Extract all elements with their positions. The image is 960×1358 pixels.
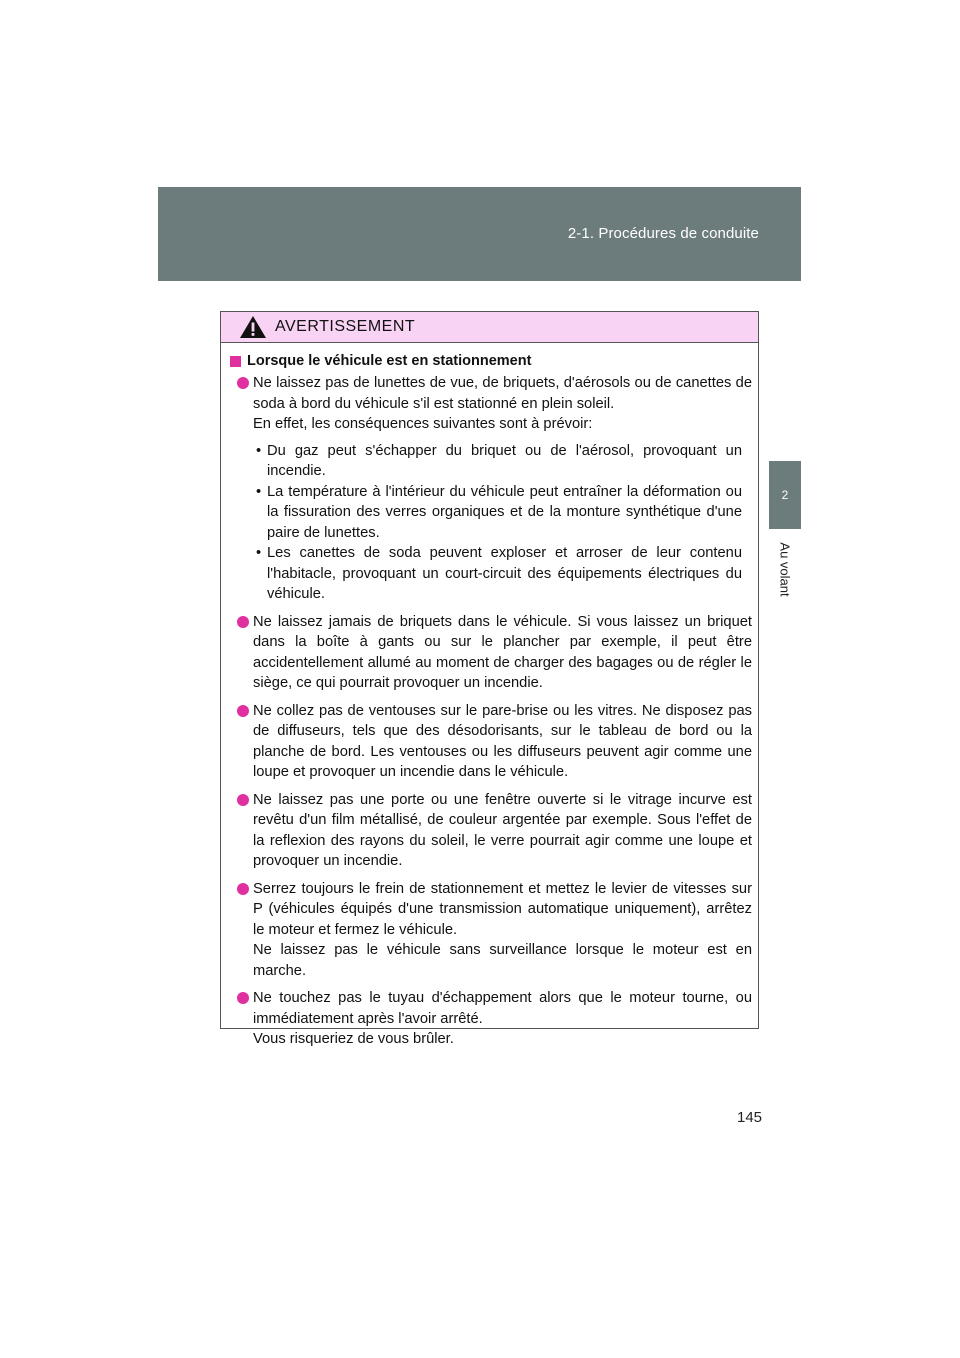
warning-item	[230, 612, 752, 694]
bullet-dot-icon	[237, 794, 249, 806]
chapter-tab	[769, 461, 801, 529]
section-heading	[230, 353, 752, 369]
section-title: Lorsque le véhicule est en stationnement	[247, 353, 532, 369]
bullet-dot-icon	[237, 705, 249, 717]
sub-bullet-icon: •	[256, 442, 262, 459]
warning-title: AVERTISSEMENT	[275, 318, 416, 335]
warning-item	[230, 701, 752, 783]
warning-box	[220, 311, 759, 1047]
warning-item	[230, 988, 752, 1050]
section-square-icon	[230, 356, 241, 367]
bullet-dot-icon	[237, 377, 249, 389]
warning-body	[221, 343, 758, 1050]
bullet-dot-icon	[237, 883, 249, 895]
warning-items	[230, 373, 752, 1050]
page-number: 145	[737, 1109, 763, 1126]
item-paragraph: Ne laissez pas une porte ou une fenêtre ouverte si le vitrage incurve est revêtu d'un film métallisé, de couleur argentée par exemple. Sous l'effet de la reflexion des rayons du soleil, le verre pourrait agir comme une loupe et provoquer un incendie.	[253, 791, 752, 869]
sub-bullet-icon: •	[256, 483, 262, 500]
item-paragraph: En effet, les conséquences suivantes sont à prévoir:	[253, 416, 593, 432]
warning-item	[230, 790, 752, 872]
item-paragraph: Ne touchez pas le tuyau d'échappement alors que le moteur tourne, ou immédiatement après l'avoir arrêté.	[253, 990, 752, 1027]
warning-header	[221, 312, 758, 343]
chapter-tab-number: 2	[781, 488, 789, 502]
sub-bullet-icon: •	[256, 545, 262, 561]
sub-list	[253, 441, 752, 605]
item-paragraph: Vous risqueriez de vous brûler.	[253, 1031, 454, 1047]
warning-item	[230, 373, 752, 605]
chapter-title: 2-1. Procédures de conduite	[567, 225, 759, 242]
item-paragraph: Ne laissez jamais de briquets dans le véhicule. Si vous laissez un briquet dans la boîte à gants ou sur le plancher par exemple, il peut être accidentellement allumé au moment de charger des bagages ou de régler le siège, ce qui pourrait provoquer un incendie.	[253, 613, 752, 691]
sub-item-text: La température à l'intérieur du véhicule peut entraîner la déformation ou la fissuration des verres organiques et de la monture synthétique d'une paire de lunettes.	[267, 483, 742, 541]
sub-item	[254, 482, 742, 544]
warning-item	[230, 879, 752, 982]
warning-triangle-icon	[239, 315, 267, 339]
sub-item	[254, 543, 742, 605]
bullet-dot-icon	[237, 616, 249, 628]
item-paragraph: Ne laissez pas de lunettes de vue, de briquets, d'aérosols ou de canettes de soda à bord du véhicule s'il est stationné en plein soleil.	[253, 375, 752, 412]
chapter-header-band	[158, 187, 801, 281]
item-paragraph: Ne collez pas de ventouses sur le pare-brise ou les vitres. Ne disposez pas de diffuseurs, tels que des désodorisants, sur le tableau de bord ou la planche de bord. Les ventouses ou les diffuseurs peuvent agir comme une loupe et provoquer un incendie dans le véhicule.	[253, 702, 752, 780]
item-paragraph: Serrez toujours le frein de stationnement et mettez le levier de vitesses sur P (véhicules équipés d'une transmission automatique uniquement), arrêtez le moteur et fermez le véhicule.	[253, 880, 752, 938]
item-paragraph: Ne laissez pas le véhicule sans surveillance lorsque le moteur est en marche.	[253, 942, 752, 979]
chapter-side-label	[772, 534, 798, 604]
bullet-dot-icon	[237, 992, 249, 1004]
chapter-side-label-text: Au volant	[777, 541, 793, 597]
sub-item-text: Les canettes de soda peuvent exploser et arroser de leur contenu l'habitacle, provoquant un court-circuit des équipements électriques du véhicule.	[267, 545, 742, 602]
sub-item-text: Du gaz peut s'échapper du briquet ou de l'aérosol, provoquant un incendie.	[267, 442, 742, 479]
sub-item	[254, 441, 742, 482]
